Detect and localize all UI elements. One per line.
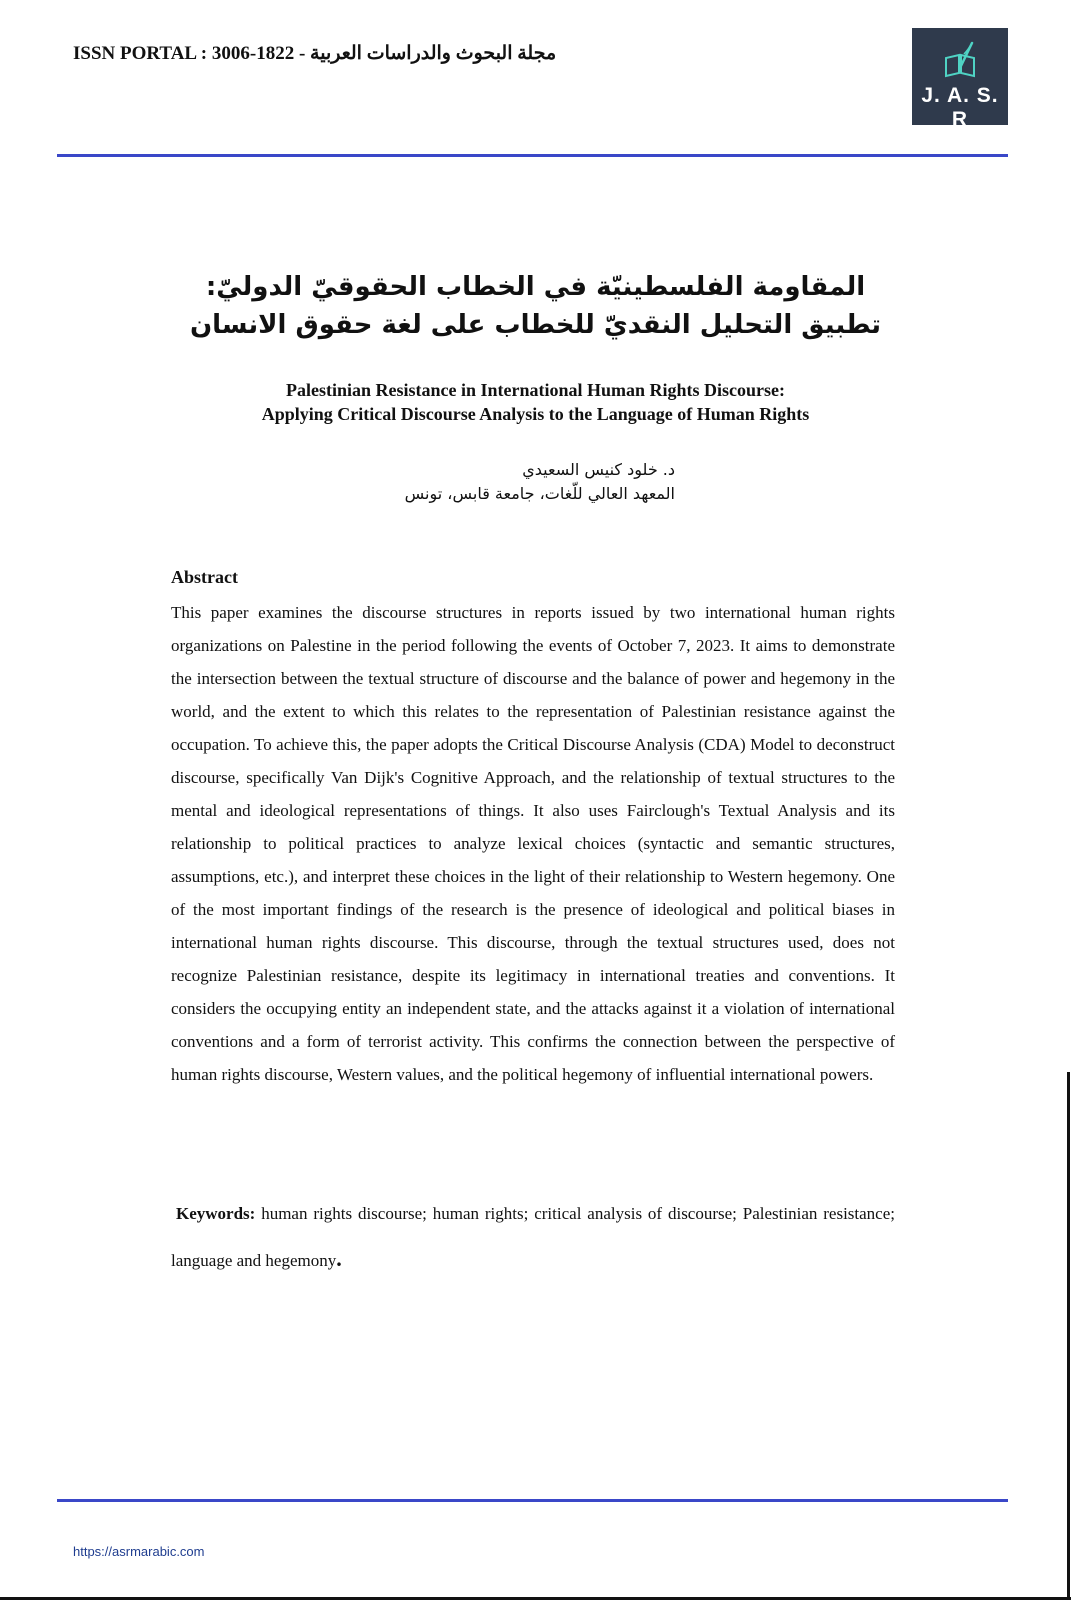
english-title-line-1: Palestinian Resistance in International Human Rights Discourse: bbox=[285, 380, 786, 400]
abstract-body: This paper examines the discourse structures in reports issued by two international human rights organizations on Palestine in the period following the events of October 7, 2023. It aims to demonstrate the intersection between the textual structure of discourse and the balance of power and hegemony in the world, and the extent to which this relates to the representation of Palestinian resistance against the occupation. To achieve this, the paper adopts the Critical Discourse Analysis (CDA) Model to deconstruct discourse, specifically Van Dijk's Cognitive Approach, and the relationship of textual structures to the mental and ideological representations of things. It also uses Fairclough's Textual Analysis and its relationship to political practices to analyze lexical choices (syntactic and semantic structures, assumptions, etc.), and interpret these choices in the light of their relationship to Western hegemony. One of the most important findings of the research is the presence of ideological and political biases in international human rights discourse. This discourse, through the textual structures used, does not recognize Palestinian resistance, despite its legitimacy in international treaties and conventions. It considers the occupying entity an independent state, and the attacks against it a violation of international conventions and a form of terrorist activity. This confirms the connection between the perspective of human rights discourse, Western values, and the political hegemony of influential international powers. bbox=[171, 603, 895, 1084]
keywords-text: human rights discourse; human rights; critical analysis of discourse; Palestinian resistance; language and hegemony bbox=[171, 1204, 895, 1270]
keywords-label: Keywords: bbox=[176, 1204, 256, 1223]
arabic-title-line-2: تطبيق التحليل النقديّ للخطاب على لغة حقوق الانسان bbox=[189, 310, 882, 340]
footer-url-link[interactable]: https://asrmarabic.com bbox=[73, 1544, 205, 1559]
header-divider bbox=[57, 154, 1008, 157]
book-pen-icon bbox=[942, 40, 978, 80]
journal-issn-header: ISSN PORTAL : 3006-1822 - مجلة البحوث والدراسات العربية bbox=[73, 43, 557, 64]
keywords-paragraph bbox=[171, 1191, 895, 1283]
keywords-end: . bbox=[336, 1246, 342, 1271]
arabic-title-line-1: المقاومة الفلسطينيّة في الخطاب الحقوقيّ الدوليّ: bbox=[205, 272, 866, 302]
page-edge-right bbox=[1067, 1072, 1070, 1600]
author-block bbox=[300, 458, 675, 506]
english-title bbox=[100, 378, 971, 426]
journal-logo bbox=[912, 28, 1008, 131]
footer-divider bbox=[57, 1499, 1008, 1502]
abstract-heading: Abstract bbox=[171, 567, 238, 587]
logo-text: J. A. S. R bbox=[921, 84, 999, 131]
arabic-title bbox=[120, 268, 951, 344]
author-affiliation: المعهد العالي للّغات، جامعة قابس، تونس bbox=[404, 484, 675, 503]
english-title-line-2: Applying Critical Discourse Analysis to the Language of Human Rights bbox=[261, 404, 810, 424]
author-name: د. خلود كنيس السعيدي bbox=[522, 460, 675, 479]
